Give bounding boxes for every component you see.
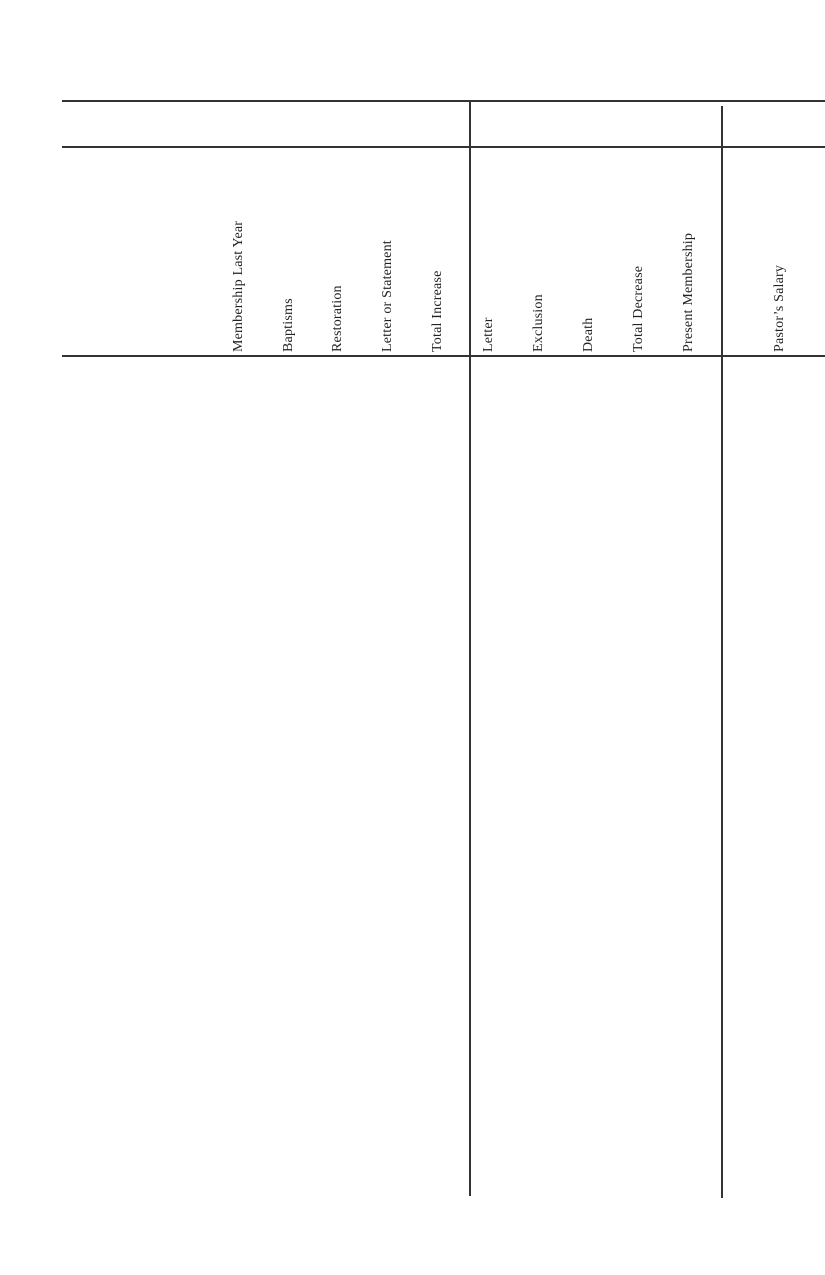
- col-letter-or-statement-label: Letter or Statement: [380, 240, 395, 352]
- header-top-rule: [62, 146, 825, 148]
- col-pastors-salary-label: Pastor’s Salary: [772, 264, 787, 352]
- col-restoration-label: Restoration: [330, 285, 345, 352]
- decrease-finance-divider: [721, 106, 723, 1198]
- increase-decrease-divider: [469, 101, 471, 1196]
- col-exclusion-label: Exclusion: [531, 294, 546, 352]
- top-rule: [62, 100, 825, 102]
- col-total-decrease-label: Total Decrease: [631, 265, 646, 352]
- col-membership-last-year-label: Membership Last Year: [231, 220, 246, 352]
- col-total-increase-label: Total Increase: [430, 270, 445, 352]
- header-bottom-rule: [62, 355, 825, 357]
- col-present-membership-label: Present Membership: [681, 232, 696, 352]
- col-letter-label: Letter: [481, 317, 496, 352]
- col-baptisms-label: Baptisms: [281, 298, 296, 352]
- col-death-label: Death: [581, 317, 596, 352]
